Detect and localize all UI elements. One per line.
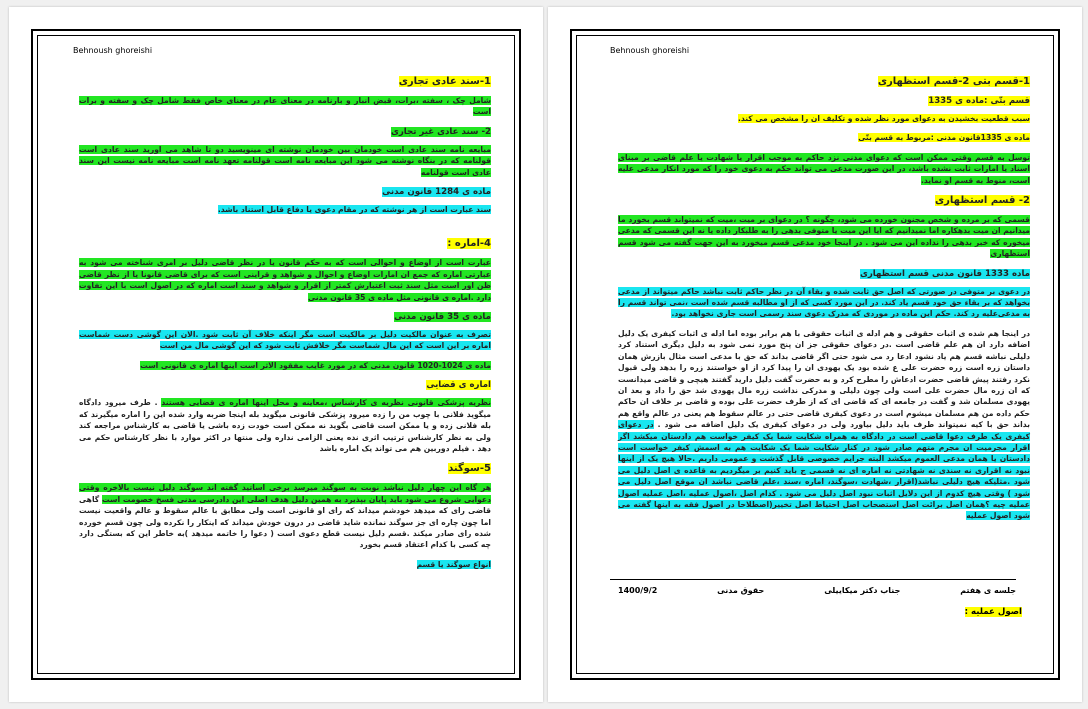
heading-presumption: 4-اماره : — [447, 238, 491, 250]
document-page-left — [9, 7, 543, 702]
para-article-35: تصرف به عنوان مالکیت دلیل بر مالکیت است مگر اینکه خلاف آن ثابت شود .الان این گوشی دست شماست اماره بر این است که این مال شماست مگر خلافش ثابت شود که این گوشی مال من است — [79, 330, 491, 351]
para-oath-types: انواع سوگند یا قسم — [416, 559, 491, 569]
footer-course: حقوق مدنی — [717, 586, 765, 595]
para-criminal-evidence-highlight: در دعوای کیفری یک طرف دعوا قاضی است در دادگاه به همراه شکایت شما یک کیفر خواست هم دادستان میکشد اگر اقرار مجرمیت ان مجرم متهم صادر شود در کنار شکایت شما یک شکایت هم به اسمش کیفر خواست است دادستان یا همان مدعی العموم میکشد البته جرایم خصوصی قابل گذشت و عمومی داریم .حالا هیچ یک از اینها نبود نه اقراری نه سندی نه شهادتی نه اماره ای نه قسمی ج باید کنیم بر میگردیم به قاعده ی اصل دلیل می شود .مثلیکه هیچ دلیلی نباشد(اقرار ،شهادت ،سوگند، اماره ،سند ،علم قاضی نباشد ان موقع اصل دلیل می شود ) وقتی هیچ کدوم از این دلایل اثبات نبود اصل دلیل می شود . کدام اصل ،اصول عملیه ،اصل عملیه اصول عملیه چیه ؟همان اصل برائت اصل استصحاب اصل احتیاط اصل تخییر(اصطلاحا در اصول فقه به اینها گفته می شود اصول عملیه — [618, 420, 1030, 521]
footer-date: 1400/9/2 — [618, 586, 658, 595]
heading-judicial-presumption: اماره ی قضایی — [426, 380, 491, 391]
para-judicial-text: . طرف میرود دادگاه میگوید فلانی با چوب من را زده میرود پزشکی قانونی میگوید بله اینجا ضربه وارد شده این را اماره میگیرند که بله فلانی زده و یا ممکن است قاضی بگوید نه ممکن است خودت زده باشی یا قاضی به کارشناس مراجعه کند ولی به نظر کارشناس ترتیب اثری نده یعنی الزامی نداره ولی منتها در اکثر موارد با نظر کارشناس حکم می دهد . فیلم دوربین هم می تواند یک اماره باشد — [79, 398, 491, 453]
para-civil-vs-criminal: در اینجا هم شده ی اثبات حقوقی و هم ادله ی اثبات حقوقی با هم برابر بوده اما ادله ی اثبات کیفری یک دلیل اضافه دارد ان هم علم قاضی است .در دعوای حقوقی جز ان پنج مورد نمی شود به دلیل دیگری استناد کرد دلیلی نباشه قسم هم یاد نشود ادعا رد می شود حتی اگر قاضی بداند که حق با مدعی است مثال بازرش همان داستان زره است زره حضرت علی ع شده بود یک یهودی ان را پیدا کرد از او خواستند زره را بدهد ولی قبول نکرد رفتند پیش قاضی حضرت ادعاش را مطرح کرد و به حضرت گفت دلیل دارید گفتند هیچی و قاضی میدانست که ان زره مال حضرت علی است ولی چون دلیلی و مدرکی نداشت زره مال یهودی شد حق را داد و بعد ان یهودی مسلمان شد و گفت در جامعه ای که قاضی ای که از طرف حضرت علی بوده و قاضی بر خلاف ان حاکم حکم داده من هم مسلمان میشوم است در دعوی کیفری قاضی حتی در عالم سقوط هم یعنی در عالم واقع هم بداند حق با کیه نمیتواند طرف باید دلیل بیاورد ولی در دعوای کیفری یک دلیل اضافه می شود . — [618, 328, 1030, 430]
footer-professor: جناب دکتر میکاییلی — [824, 586, 901, 595]
heading-oath: 5-سوگند — [448, 463, 491, 475]
para-article-1335-line: ماده ی 1335قانون مدنی :مربوط به قسم بتّی — [858, 133, 1030, 143]
footer-divider — [610, 579, 1016, 580]
para-article-1335: توسل به قسم وقتی ممکن است که دعوای مدنی نزد حاکم به موجب اقرار یا شهادت یا علم قاضی بر مبنای اسناد یا امارات ثابت نشده باشد، در این صورت مدعی می تواند حکم به دعوی خود را که مورد انکار مدعی علیه است، منوط به قسم او نماید. — [618, 152, 1030, 185]
para-decisive-oath: سبب قطعیت بخشیدن به دعوای مورد نظر شده و تکلیف ان را مشخص می کند. — [737, 114, 1030, 123]
heading-article-35: ماده ی 35 قانون مدنی — [394, 312, 491, 323]
subheading-decisive-oath: قسم بتّی :ماده ی 1335 — [928, 96, 1030, 106]
page-header-author: Behnoush ghoreishi — [610, 46, 690, 55]
para-supplementary-oath: قسمی که بر مرده و شخص مجنون خورده می شود، چگونه ؟ در دعوای بر میت ،میت که نمیتواند قسم بخورد ما میدانیم ان میت بدهکاره اما نمیدانیم که ایا این میت یا متوفی بدهی را به طلبکار داده یا نه این قسمی که مدعی میخوره که خبر بدهی را نداده این می شود . در اینجا خود مدعی قسم میخورد به این جهت گفته می شود قسم استظهاری — [618, 215, 1030, 259]
heading-oath-kinds: 1-قسم بتی 2-قسم استظهاری — [877, 76, 1030, 87]
page-footer — [618, 586, 1016, 595]
para-noncommercial-document: مبایعه نامه سند عادی است خودمان بین خودمان نوشته ای مینویسید دو تا شاهد می اورید سند عادی است قولنامه که در بنگاه نوشته می شود این مبایعه نامه است قولنامه تعهد نامه است مبایعه نامه نیست این سند عادی است قولنامه — [79, 144, 491, 177]
footer-session: جلسه ی هفتم — [960, 586, 1016, 595]
para-commercial-document: شامل چک ، سفته ،برات، قبض انبار و بارنامه در معنای عام در معنای خاص فقط شامل چک و سفته و برات است — [79, 96, 491, 117]
page-right-content — [618, 69, 1030, 530]
para-article-1333: در دعوی بر متوفی در صورتی که اصل حق ثابت شده و بقاء آن در نظر حاکم ثابت نباشد حاکم میتواند از مدعی بخواهد که بر بقاء حق خود قسم یاد کند. در این مورد کسی که از او مطالبه قسم شده است ،نمی تواند قسم را به مدعی‌علیه رد کند. حکم این ماده در موردی که مدرک دعوی سند رسمی است جاری نخواهد بود. — [618, 286, 1030, 319]
heading-practical-principles: اصول عملیه : — [964, 607, 1022, 617]
heading-article-1333: ماده 1333 قانون مدنی قسم استظهاری — [859, 268, 1030, 279]
heading-noncommercial-document: 2- سند عادی غیر تجاری — [390, 126, 491, 137]
para-presumption: عبارت است از اوضاع و احوالی است که به حکم قانون یا در نظر قاضی دلیل بر امری شناخته می شود به عبارتی اماره که جمع ان امارات اوضاع و احوال و شواهد و قراینی است که برای قاضی قانونا یا از نظر قاضی ظن اور است مثل سند ثبت اعتبارش کمتر از اقرار و شواهد و سند است اماره که در اصول است با این تفاوت دارد .اماره ی قانونی مثل ماده ی 35 قانون مدنی — [79, 258, 491, 302]
para-judicial-highlight: نظریه پزشکی قانونی نظریه ی کارشناس ،معاینه و محل اینها اماره ی قضایی هستند — [161, 398, 491, 408]
para-oath-highlight: هر گاه این چهار دلیل نباشد نوبت به سوگند میرسد برخی اساتید گفته اند سوگند دلیل نیست بالاخره وقتی دعوایی شروع می شود باید پایان بپذیرد به همین دلیل هدف اصلی این دادرسی مدنی فسخ خصومت است — [79, 483, 491, 504]
document-page-right — [548, 7, 1082, 702]
heading-supplementary-oath: 2- قسم استظهاری — [934, 195, 1030, 207]
page-header-author: Behnoush ghoreishi — [73, 46, 153, 55]
para-oath-text: گاهی قاضی رای که میدهد خودشم میداند که رای او قانونی است ولی مطابق با عالم سقوط و عالم واقعیت نیست اما چون چاره ای جز سوگند نمانده شاید قاضی در درون خودش میداند که اینکار را نکرده ولی چون قسم خورده شده رای صادر میکند .قسم دلیل نیست قطع دعوی است ( دعوا را خاتمه میدهد )به خاطر این که بستگی دارد چه کسی با کدام اعتقاد قسم بخورد — [79, 494, 491, 550]
heading-commercial-document: 1-سند عادی تجاری — [398, 76, 491, 87]
heading-article-1284: ماده ی 1284 قانون مدنی — [382, 187, 491, 198]
para-article-1284: سند عبارت است از هر نوشته که در مقام دعوی یا دفاع قابل استناد باشد. — [217, 205, 491, 215]
page-left-content — [79, 69, 491, 578]
para-article-1020-1024: ماده ی 1024-1020 قانون مدنی که در مورد غایب مفقود الاثر است اینها اماره ی قانونی است — [140, 360, 491, 370]
